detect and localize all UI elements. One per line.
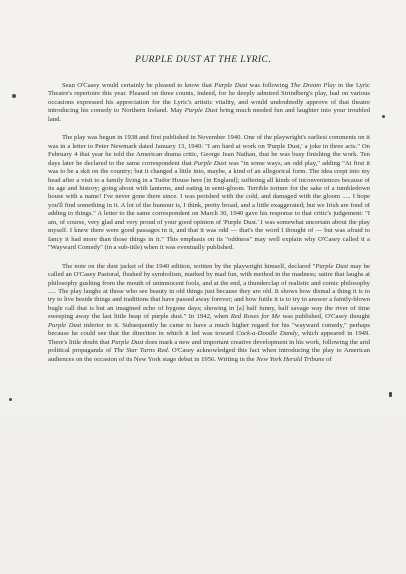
margin-mark [9,398,12,401]
text-run: of [324,355,332,363]
text-run: The play was begun in 1938 and first published in November 1940. One of the playwright's earliest comments on it was in a letter to Peter Newmark dated January 13, 1940: "I am hard at work on 'Purple Dust,' a joke in three acts." On February 4 that year he told the American drama critic, George Jean Nathan, that he was busy finishing the work. Ten days later he declared to the same correspondent that [48,134,370,167]
page-title [0,54,406,65]
paragraph [48,263,370,364]
italic-title-run: Purple Dust [315,262,349,270]
italic-title-run: The Dream Play [290,82,336,89]
italic-title-run: The Star Turns Red [113,347,168,355]
title-period: . [268,54,272,65]
text-run: , which appeared in 1949. There's little doubt that [48,330,370,346]
text-run: does mark a new and important creative development in his work, following the arid political propaganda of [48,338,370,355]
text-run: Sean O'Casey would certainly be pleased to know that [62,82,215,89]
paragraph [48,82,370,124]
italic-title-run: Purple Dust [48,321,82,329]
margin-mark [12,94,16,98]
italic-title-run: Purple Dust [193,159,227,167]
italic-title-run: Purple Dust [184,107,218,115]
italic-title-run: Red Roses for Me [230,313,281,321]
paragraph [48,134,370,252]
margin-mark [382,115,385,118]
italic-title-run: Purple Dust [214,82,248,89]
text-run: was "in some ways, an odd play," adding "At first it was to be a skit on the country; but it changed a little into, maybe, a kind of an allegorical form. The idea crept into my head after a visit to a family living in a Tudor House here [in England]; suffering all kinds of inconveniences because of its age and history; going about with lanterns, and eating in semi-gloom. Terrible torture for the sake of a tumbledown house with a name! I've never gone there since. I was perished with the cold, and damaged with the gloom ..... I hope you'll find something in it. A lot of the humour is, I think, pretty broad, and a little exaggerated; but we Irish are fond of adding to things." A letter to the same correspondent on March 30, 1940 gave his response to that critic's judgement: "I am, of course, very glad and very proud of your good opinion of 'Purple Dust.' I was somewhat uncertain about the play myself. I knew there were good passages in it, and that it was odd — that's the word I thought of — but was afraid to fancy it had more than those things in it." This emphasis on its "oddness" may well explain why O'Casey called it a "Wayward Comedy" (in a sub-title) when it was eventually published. [48,159,371,252]
text-run: The note on the dust jacket of the 1940 edition, written by the playwright himself, declared " [62,262,316,270]
article-body [48,82,370,364]
italic-title-run: Cock-a-Doodle Dandy [236,330,298,338]
text-run: bring much needed fun and laughter into your troubled land. [48,107,370,123]
text-run: may be called an O'Casey Pastoral, flushed by symbolism, marked by mad fun, with method in the madness; satire that laughs at philosophy gushing from the mouth of unimnocent fools, and at the end, a thunderclap of realistic and comic philosophy ..... The play laughs at those who see beauty in old things just because they are old. It shows how dismal a thing it is to try to live beside things and traditions that have passed away forever; and how futile it is to try to answer a faintly-blown bugle call that is but an imagined echo of bygone days; showing in [a] half funny, half savage way the river of time sweeping away the last little heap of purple dust." In 1942, when [48,262,370,321]
italic-title-run: New York Herald Tribune [256,355,325,363]
title-text: PURPLE DUST AT THE LYRIC [134,54,269,65]
text-run: . O'Casey acknowledged this fact when introducing the play to American audiences on the occasion of its New York stage debut in 1956. Writing in the [48,347,371,363]
text-run: was published, O'Casey thought [280,313,370,321]
text-run: in the Lyric Theatre's repertoire this year. Pleased on three counts, indeed, for he deeply admired Strindberg's play, had on various occasions expressed his appreciation for the Lyric's artistic vitality, and would undoubtedly approve of that theatre introducing his comedy to Northern Ireland. May [48,82,370,115]
margin-mark [389,392,392,397]
italic-title-run: Purple Dust [111,338,144,346]
text-run: was following [247,82,291,89]
text-run: inferior to it. Subsequently he came to have a much higher regard for his "wayward comedy," perhaps because he could see that the direction in which it led was toward [48,321,371,338]
